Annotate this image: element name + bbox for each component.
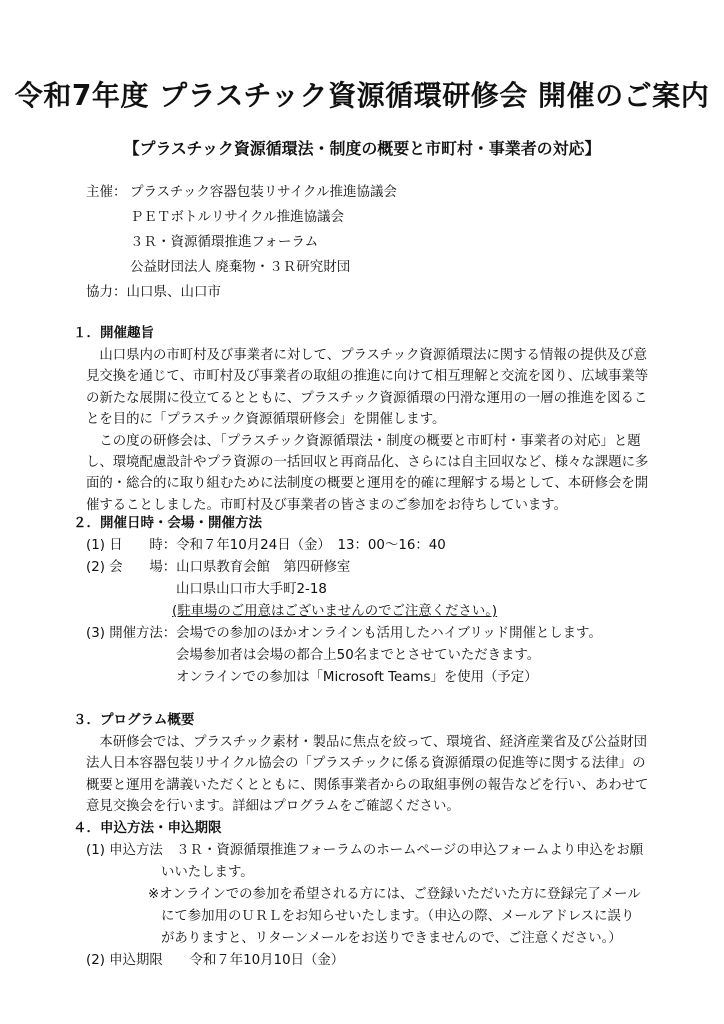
section1-body [86,345,648,516]
section3-line: 法人日本容器包装リサイクル協会の「プラスチックに係る資源循環の促進等に関する法律」の [86,756,646,772]
parking-notice: (駐車場のご用意はございませんのでご注意ください。) [172,604,498,619]
section3-line: 意見交換会を行います。詳細はプログラムをご確認ください。 [86,799,460,815]
online-note-cont: がありますと、リターンメールをお送りできませんので、ご注意ください。） [161,931,622,946]
host-2: ＰＥＴボトルリサイクル推進協議会 [130,209,345,225]
section1-line: この度の研修会は、「プラスチック資源循環法・制度の概要と市町村・事業者の対応」と題 [86,433,641,449]
apply-method: (1) 申込方法 ３Ｒ・資源循環推進フォーラムのホームページの申込フォームより申込をお願 [86,843,644,858]
host-3: ３Ｒ・資源循環推進フォーラム [130,234,319,250]
section3-line: 本研修会では、プラスチック素材・製品に焦点を絞って、環境省、経済産業省及び公益財団 [86,735,648,750]
section3-line: 概要と運用を講義いただくとともに、関係事業者からの取組事例の報告などを行い、あわせて [86,777,649,793]
page-subtitle: 【プラスチック資源循環法・制度の概要と市町村・事業者の対応】 [123,139,601,158]
event-date: (1) 日 時：令和７年10月24日（金） 13：00～16：40 [86,538,446,553]
section4-heading: ４．申込方法・申込期限 [73,820,222,836]
section1-heading: １．開催趣旨 [73,325,154,341]
venue-address: 山口県山口市大手町2-18 [176,582,327,597]
host-1: プラスチック容器包装リサイクル推進協議会 [130,184,398,200]
host-4: 公益財団法人 廃棄物・３Ｒ研究財団 [130,259,351,275]
section1-line: 山口県内の市町村及び事業者に対して、プラスチック資源循環法に関する情報の提供及び意 [86,348,648,363]
section1-line: とを目的に「プラスチック資源循環研修会」を開催します。 [86,412,446,428]
section2-heading: ２．開催日時・会場・開催方法 [73,515,262,531]
host-label: 主催： [86,184,127,200]
online-note-cont: にて参加用のＵＲＬをお知らせいたします。（申込の際、メールアドレスに誤り [161,909,635,924]
section1-line: し、環境配慮設計やプラ資源の一括回収と再商品化、さらには自主回収など、様々な課題に多 [86,455,649,471]
cooperation: 協力：山口県、山口市 [86,284,221,300]
page-title: 令和7年度 プラスチック資源循環研修会 開催のご案内 [14,79,710,112]
venue-capacity: 会場参加者は会場の都合上50名までとさせていただきます。 [176,648,541,663]
online-note: ※オンラインでの参加を希望される方には、ご登録いただいた方に登録完了メール [148,887,641,902]
section1-line: の新たな展開に役立てるとともに、プラスチック資源循環の円滑な運用の一層の推進を図るこ [86,390,648,406]
section3-body [86,732,648,818]
apply-method-cont: いいたします。 [161,865,254,880]
section1-line: 面的・総合的に取り組むために法制度の概要と運用を的確に理解する場として、本研修会を開 [86,476,649,492]
section1-line: 催することしました。市町村及び事業者の皆さまのご参加をお待ちしています。 [86,497,567,513]
section3-heading: ３．プログラム概要 [73,712,195,728]
event-venue: (2) 会 場：山口県教育会館 第四研修室 [86,560,351,575]
event-method: (3) 開催方法：会場での参加のほかオンラインも活用したハイブリッド開催とします。 [86,626,602,641]
online-tool: オンラインでの参加は「Microsoft Teams」を使用（予定） [176,670,538,685]
section1-line: 見交換を通じて、市町村及び事業者の取組の推進に向けて相互理解と交流を図り、広域事業等 [86,369,649,385]
apply-deadline: (2) 申込期限 令和７年10月10日（金） [86,953,345,968]
